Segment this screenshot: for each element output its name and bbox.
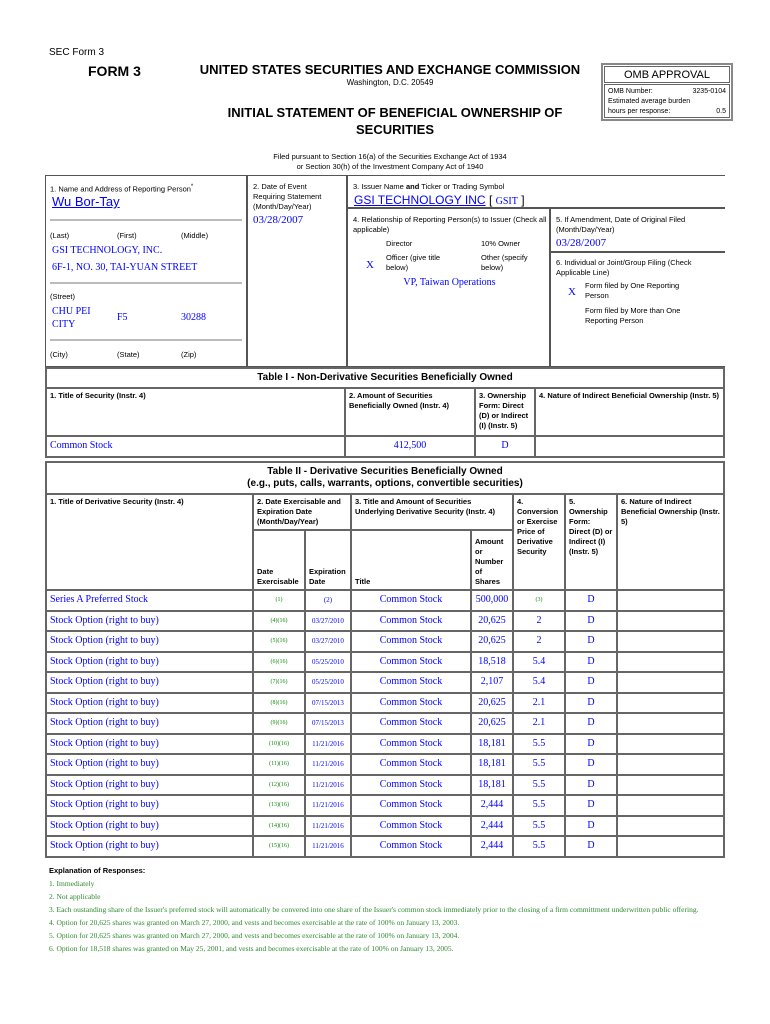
sec-form-label: SEC Form 3	[49, 47, 105, 58]
derivative-title: Stock Option (right to buy)	[46, 672, 253, 693]
issuer-link[interactable]: GSI TECHNOLOGY INC	[354, 193, 486, 207]
table-row	[46, 734, 724, 755]
exercise-price: 5.5	[513, 816, 565, 837]
ownership-form: D	[475, 436, 535, 457]
expiration-date: 11/21/2016	[305, 836, 351, 857]
indirect-nature	[617, 734, 724, 755]
table-row	[46, 590, 724, 611]
asterisk: *	[190, 184, 194, 190]
indirect-nature	[617, 775, 724, 796]
bracket-open: [	[488, 193, 493, 207]
omb-burden-label: Estimated average burden	[608, 98, 691, 105]
security-title: Common Stock	[46, 436, 345, 457]
derivative-title: Stock Option (right to buy)	[46, 734, 253, 755]
table-row	[46, 795, 724, 816]
officer-option: Officer (give title below)	[386, 253, 441, 272]
table-2-header-title: 1. Title of Derivative Security (Instr. 4)	[46, 494, 253, 590]
derivative-title: Stock Option (right to buy)	[46, 611, 253, 632]
ownership-form: D	[565, 795, 617, 816]
box-3-label-pre: 3. Issuer Name	[353, 182, 406, 191]
ownership-form: D	[565, 775, 617, 796]
table-2-header-underlying: 3. Title and Amount of Securities Underlying Derivative Security (Instr. 4)	[351, 494, 513, 530]
box-1-reporting-person	[46, 176, 248, 366]
ticker-symbol: GSIT	[495, 196, 518, 207]
table-row	[46, 816, 724, 837]
table-row	[46, 631, 724, 652]
exercise-price: 2	[513, 611, 565, 632]
underlying-shares: 2,444	[471, 795, 513, 816]
table-1-header-nature: 4. Nature of Indirect Beneficial Ownership (Instr. 5)	[535, 388, 724, 436]
box-2-event-date	[248, 176, 348, 366]
exercise-price: 5.5	[513, 836, 565, 857]
reporting-person-link[interactable]: Wu Bor-Tay	[52, 194, 120, 209]
one-person-option: Form filed by One Reporting Person	[585, 281, 680, 300]
ownership-form: D	[565, 836, 617, 857]
state-value: F5	[117, 312, 128, 323]
table-1-non-derivative	[45, 367, 725, 458]
ownership-form: D	[565, 672, 617, 693]
expiration-date: (2)	[305, 590, 351, 611]
derivative-title: Stock Option (right to buy)	[46, 816, 253, 837]
event-date-value: 03/28/2007	[253, 214, 304, 226]
underlying-title: Common Stock	[351, 590, 471, 611]
officer-title: VP, Taiwan Operations	[403, 277, 496, 288]
underlying-shares: 2,444	[471, 816, 513, 837]
exercise-price: 5.5	[513, 795, 565, 816]
explanation-section	[49, 866, 729, 957]
table-2-header-nature: 6. Nature of Indirect Beneficial Ownership (Instr. 5)	[617, 494, 724, 590]
derivative-title: Stock Option (right to buy)	[46, 631, 253, 652]
underlying-shares: 18,181	[471, 734, 513, 755]
table-row	[46, 836, 724, 857]
ownership-form: D	[565, 734, 617, 755]
derivative-title: Stock Option (right to buy)	[46, 754, 253, 775]
derivative-title: Stock Option (right to buy)	[46, 693, 253, 714]
box-3-issuer	[348, 176, 725, 209]
table-2-header-price: 4. Conversion or Exercise Price of Derivative Security	[513, 494, 565, 590]
derivative-title: Stock Option (right to buy)	[46, 836, 253, 857]
underlying-title: Common Stock	[351, 795, 471, 816]
underlying-shares: 20,625	[471, 693, 513, 714]
exercise-price: 5.5	[513, 734, 565, 755]
footnote: 5. Option for 20,625 shares was granted on March 27, 2000, and vests and becomes exercisable at the rate of 100% on January 13, 2004.	[49, 931, 460, 940]
underlying-title: Common Stock	[351, 836, 471, 857]
indirect-nature	[617, 836, 724, 857]
table-row	[46, 754, 724, 775]
table-2-header-date-exercisable: Date Exercisable	[253, 530, 305, 590]
date-exercisable: (10)(16)	[253, 734, 305, 755]
table-2-caption-line-1: Table II - Derivative Securities Beneficially Owned	[267, 466, 503, 477]
footnote: 1. Immediately	[49, 879, 95, 888]
omb-title: OMB APPROVAL	[604, 66, 730, 83]
address-line-2: 6F-1, NO. 30, TAI-YUAN STREET	[52, 262, 198, 273]
indirect-nature	[617, 590, 724, 611]
exercise-price: 5.5	[513, 775, 565, 796]
ten-percent-owner-option: 10% Owner	[481, 239, 521, 248]
address-line-1: GSI TECHNOLOGY, INC.	[52, 245, 163, 256]
indirect-nature	[617, 754, 724, 775]
commission-title: UNITED STATES SECURITIES AND EXCHANGE COMMISSION	[199, 62, 581, 77]
table-1-caption: Table I - Non-Derivative Securities Beneficially Owned	[46, 368, 724, 388]
city-label: (City)	[50, 350, 68, 359]
indirect-nature	[535, 436, 724, 457]
expiration-date: 03/27/2010	[305, 611, 351, 632]
date-exercisable: (6)(16)	[253, 652, 305, 673]
underlying-shares: 2,107	[471, 672, 513, 693]
date-exercisable: (7)(16)	[253, 672, 305, 693]
expiration-date: 11/21/2016	[305, 775, 351, 796]
exercise-price: (3)	[513, 590, 565, 611]
table-2-header-dates: 2. Date Exercisable and Expiration Date (Month/Day/Year)	[253, 494, 351, 530]
derivative-title: Stock Option (right to buy)	[46, 775, 253, 796]
date-exercisable: (5)(16)	[253, 631, 305, 652]
street-label: (Street)	[50, 292, 76, 301]
underlying-shares: 20,625	[471, 631, 513, 652]
indirect-nature	[617, 795, 724, 816]
expiration-date: 07/15/2013	[305, 693, 351, 714]
table-row	[46, 775, 724, 796]
table-row	[46, 436, 724, 457]
underlying-shares: 500,000	[471, 590, 513, 611]
exercise-price: 2	[513, 631, 565, 652]
table-2-header-underlying-title: Title	[351, 530, 471, 590]
ownership-form: D	[565, 816, 617, 837]
indirect-nature	[617, 611, 724, 632]
first-label: (First)	[117, 231, 137, 240]
box-3-label	[353, 182, 504, 192]
last-label: (Last)	[50, 231, 70, 240]
ownership-form: D	[565, 754, 617, 775]
exercise-price: 2.1	[513, 713, 565, 734]
underlying-title: Common Stock	[351, 652, 471, 673]
ownership-form: D	[565, 611, 617, 632]
table-row	[46, 672, 724, 693]
one-person-check-mark: X	[568, 286, 576, 298]
box-4-label: 4. Relationship of Reporting Person(s) to Issuer (Check all applicable)	[353, 215, 547, 234]
expiration-date: 05/25/2010	[305, 672, 351, 693]
date-exercisable: (11)(16)	[253, 754, 305, 775]
ownership-form: D	[565, 693, 617, 714]
omb-approval-box	[601, 63, 733, 121]
commission-location: Washington, D.C. 20549	[346, 78, 434, 87]
indirect-nature	[617, 713, 724, 734]
underlying-shares: 18,518	[471, 652, 513, 673]
box-3-label-and: and	[405, 182, 420, 191]
city-value: CHU PEI CITY	[52, 306, 91, 330]
table-2-header-expiration-date: Expiration Date	[305, 530, 351, 590]
amount-owned: 412,500	[345, 436, 475, 457]
underlying-shares: 20,625	[471, 713, 513, 734]
table-1-header-title: 1. Title of Security (Instr. 4)	[46, 388, 345, 436]
more-than-one-person-option: Form filed by More than One Reporting Person	[585, 306, 681, 325]
table-1-header-amount: 2. Amount of Securities Beneficially Owned (Instr. 4)	[345, 388, 475, 436]
date-exercisable: (12)(16)	[253, 775, 305, 796]
state-label: (State)	[117, 350, 140, 359]
expiration-date: 11/21/2016	[305, 734, 351, 755]
exercise-price: 5.5	[513, 754, 565, 775]
director-option: Director	[386, 239, 413, 248]
underlying-shares: 20,625	[471, 611, 513, 632]
statement-title: INITIAL STATEMENT OF BENEFICIAL OWNERSHIP OF SECURITIES	[227, 105, 563, 137]
footnote: 6. Option for 18,518 shares was granted on May 25, 2001, and vests and becomes exercisable at the rate of 100% on January 13, 2005.	[49, 944, 454, 953]
indirect-nature	[617, 652, 724, 673]
date-exercisable: (8)(16)	[253, 693, 305, 714]
box-2-label: 2. Date of Event Requiring Statement (Month/Day/Year)	[253, 182, 322, 211]
expiration-date: 03/27/2010	[305, 631, 351, 652]
date-exercisable: (13)(16)	[253, 795, 305, 816]
derivative-title: Stock Option (right to buy)	[46, 713, 253, 734]
table-2-caption-line-2: (e.g., puts, calls, warrants, options, convertible securities)	[247, 478, 523, 489]
exercise-price: 2.1	[513, 693, 565, 714]
expiration-date: 11/21/2016	[305, 816, 351, 837]
indirect-nature	[617, 816, 724, 837]
table-row	[46, 693, 724, 714]
expiration-date: 11/21/2016	[305, 754, 351, 775]
date-exercisable: (1)	[253, 590, 305, 611]
underlying-shares: 18,181	[471, 754, 513, 775]
underlying-title: Common Stock	[351, 713, 471, 734]
table-2-header-form: 5. Ownership Form: Direct (D) or Indirect (I) (Instr. 5)	[565, 494, 617, 590]
amendment-date-value: 03/28/2007	[556, 237, 607, 249]
date-exercisable: (15)(16)	[253, 836, 305, 857]
footnote: 4. Option for 20,625 shares was granted on March 27, 2000, and vests and becomes exercisable at the rate of 100% on January 13, 2003.	[49, 918, 460, 927]
underlying-title: Common Stock	[351, 672, 471, 693]
box-4-relationship	[348, 209, 551, 366]
box-6-filing-type	[551, 253, 725, 366]
table-2-body	[46, 590, 724, 857]
ownership-form: D	[565, 713, 617, 734]
exercise-price: 5.4	[513, 672, 565, 693]
other-option: Other (specify below)	[481, 253, 528, 272]
table-2-header-amount: Amount or Number of Shares	[471, 530, 513, 590]
middle-label: (Middle)	[181, 231, 209, 240]
expiration-date: 11/21/2016	[305, 795, 351, 816]
form-title: FORM 3	[88, 63, 141, 79]
expiration-date: 07/15/2013	[305, 713, 351, 734]
filed-line-2: or Section 30(h) of the Investment Company Act of 1940	[296, 162, 484, 171]
omb-number-value: 3235-0104	[692, 88, 726, 95]
table-2-caption	[46, 462, 724, 494]
indirect-nature	[617, 693, 724, 714]
table-row	[46, 713, 724, 734]
table-row	[46, 611, 724, 632]
omb-hours-label: hours per response:	[608, 108, 671, 115]
underlying-title: Common Stock	[351, 816, 471, 837]
date-exercisable: (9)(16)	[253, 713, 305, 734]
indirect-nature	[617, 631, 724, 652]
omb-hours-value: 0.5	[716, 108, 726, 115]
table-2-derivative	[45, 461, 725, 858]
table-1-header-form: 3. Ownership Form: Direct (D) or Indirect (I) (Instr. 5)	[475, 388, 535, 436]
zip-value: 30288	[181, 312, 206, 323]
derivative-title: Stock Option (right to buy)	[46, 795, 253, 816]
filed-line-1: Filed pursuant to Section 16(a) of the Securities Exchange Act of 1934	[273, 152, 507, 161]
derivative-title: Series A Preferred Stock	[46, 590, 253, 611]
underlying-shares: 2,444	[471, 836, 513, 857]
underlying-title: Common Stock	[351, 693, 471, 714]
box-1-label: 1. Name and Address of Reporting Person	[50, 184, 191, 194]
indirect-nature	[617, 672, 724, 693]
ownership-form: D	[565, 631, 617, 652]
bracket-close: ]	[521, 193, 525, 207]
filed-pursuant-text	[190, 152, 590, 172]
underlying-title: Common Stock	[351, 734, 471, 755]
box-3-label-post: Ticker or Trading Symbol	[419, 182, 505, 191]
underlying-shares: 18,181	[471, 775, 513, 796]
footnote: 2. Not applicable	[49, 892, 101, 901]
box-5-label: 5. If Amendment, Date of Original Filed (Month/Day/Year)	[556, 215, 686, 234]
derivative-title: Stock Option (right to buy)	[46, 652, 253, 673]
underlying-title: Common Stock	[351, 754, 471, 775]
ownership-form: D	[565, 652, 617, 673]
underlying-title: Common Stock	[351, 631, 471, 652]
underlying-title: Common Stock	[351, 775, 471, 796]
omb-number-label: OMB Number:	[608, 88, 653, 95]
date-exercisable: (14)(16)	[253, 816, 305, 837]
box-6-label: 6. Individual or Joint/Group Filing (Check Applicable Line)	[556, 258, 692, 277]
explanation-title: Explanation of Responses:	[49, 866, 146, 875]
underlying-title: Common Stock	[351, 611, 471, 632]
expiration-date: 05/25/2010	[305, 652, 351, 673]
table-row	[46, 652, 724, 673]
box-5-amendment	[551, 209, 725, 253]
footnote: 3. Each oustanding share of the Issuer's preferred stock will automatically be convered into one share of the Issuer's common stock immediately prior to the closing of a firm committment underwritten public offering.	[49, 905, 699, 914]
footnote-list	[49, 879, 729, 954]
ownership-form: D	[565, 590, 617, 611]
zip-label: (Zip)	[181, 350, 197, 359]
exercise-price: 5.4	[513, 652, 565, 673]
date-exercisable: (4)(16)	[253, 611, 305, 632]
officer-check-mark: X	[366, 259, 374, 271]
